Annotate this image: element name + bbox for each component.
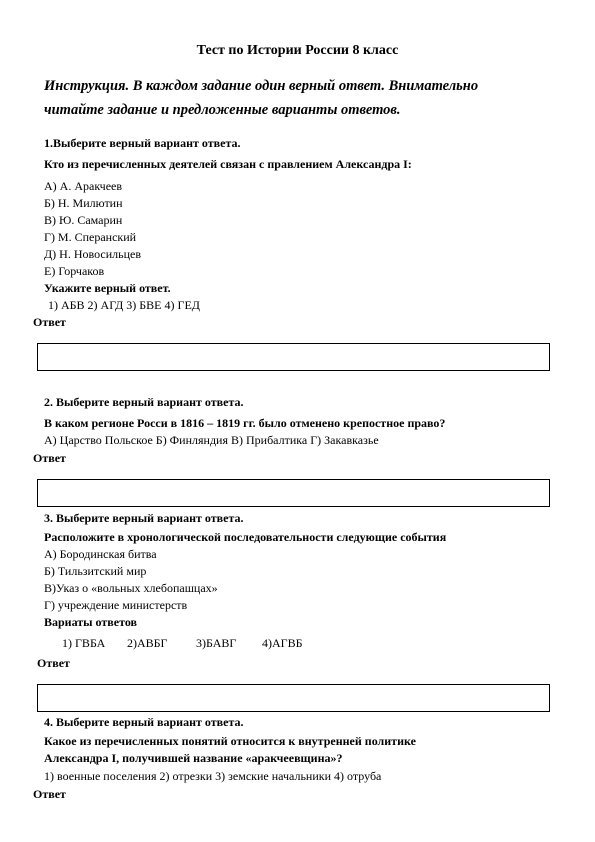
q4-header: 4. Выберите верный вариант ответа. xyxy=(44,715,244,729)
q2-choices: А) Царство Польское Б) Финляндия В) Прибалтика Г) Закавказье xyxy=(44,433,379,447)
instruction-line-1: Инструкция. В каждом задание один верный ответ. Внимательно xyxy=(44,78,479,94)
q1-choices: 1) АБВ 2) АГД 3) БВЕ 4) ГЕД xyxy=(48,298,200,312)
instruction-line-2: читайте задание и предложенные варианты ответов. xyxy=(44,102,401,118)
q3-option-d: Г) учреждение министерств xyxy=(44,598,188,612)
q3-variants-label: Вариаты ответов xyxy=(44,615,138,629)
q3-header: 3. Выберите верный вариант ответа. xyxy=(44,511,244,525)
q4-choices: 1) военные поселения 2) отрезки 3) земские начальники 4) отруба xyxy=(44,769,382,783)
q1-option-c: В) Ю. Самарин xyxy=(44,213,123,227)
q3-answer-label: Ответ xyxy=(37,656,70,670)
q3-option-c: В)Указ о «вольных хлебопашцах» xyxy=(44,581,218,595)
q2-answer-label: Ответ xyxy=(33,451,66,465)
page-title: Тест по Истории России 8 класс xyxy=(196,43,399,58)
q1-answer-box[interactable] xyxy=(37,343,550,371)
q4-answer-label: Ответ xyxy=(33,787,66,801)
q3-question: Расположите в хронологической последовательности следующие события xyxy=(44,530,447,544)
q1-prompt: Укажите верный ответ. xyxy=(44,281,171,295)
q2-answer-box[interactable] xyxy=(37,479,550,507)
q2-header: 2. Выберите верный вариант ответа. xyxy=(44,395,244,409)
q3-choice-1: 1) ГВБА xyxy=(62,636,106,650)
q1-option-d: Г) М. Сперанский xyxy=(44,230,137,244)
q4-question-line-1: Какое из перечисленных понятий относится к внутренней политике xyxy=(44,734,416,748)
q3-choice-3: 3)БАВГ xyxy=(196,636,237,650)
q3-choice-2: 2)АВБГ xyxy=(127,636,168,650)
q2-question: В каком регионе Росси в 1816 – 1819 гг. было отменено крепостное право? xyxy=(44,416,446,430)
q1-question: Кто из перечисленных деятелей связан с правлением Александра I: xyxy=(44,157,412,171)
q1-header: 1.Выберите верный вариант ответа. xyxy=(44,136,241,150)
q3-option-b: Б) Тильзитский мир xyxy=(44,564,147,578)
q3-choice-4: 4)АГВБ xyxy=(262,636,303,650)
q4-question-line-2: Александра I, получившей название «аракчеевщина»? xyxy=(44,751,343,765)
q3-answer-box[interactable] xyxy=(37,684,550,712)
q1-option-e: Д) Н. Новосильцев xyxy=(44,247,142,261)
q1-answer-label: Ответ xyxy=(33,315,66,329)
q3-option-a: А) Бородинская битва xyxy=(44,547,157,561)
q1-option-f: Е) Горчаков xyxy=(44,264,105,278)
q1-option-a: А) А. Аракчеев xyxy=(44,179,123,193)
q1-option-b: Б) Н. Милютин xyxy=(44,196,123,210)
